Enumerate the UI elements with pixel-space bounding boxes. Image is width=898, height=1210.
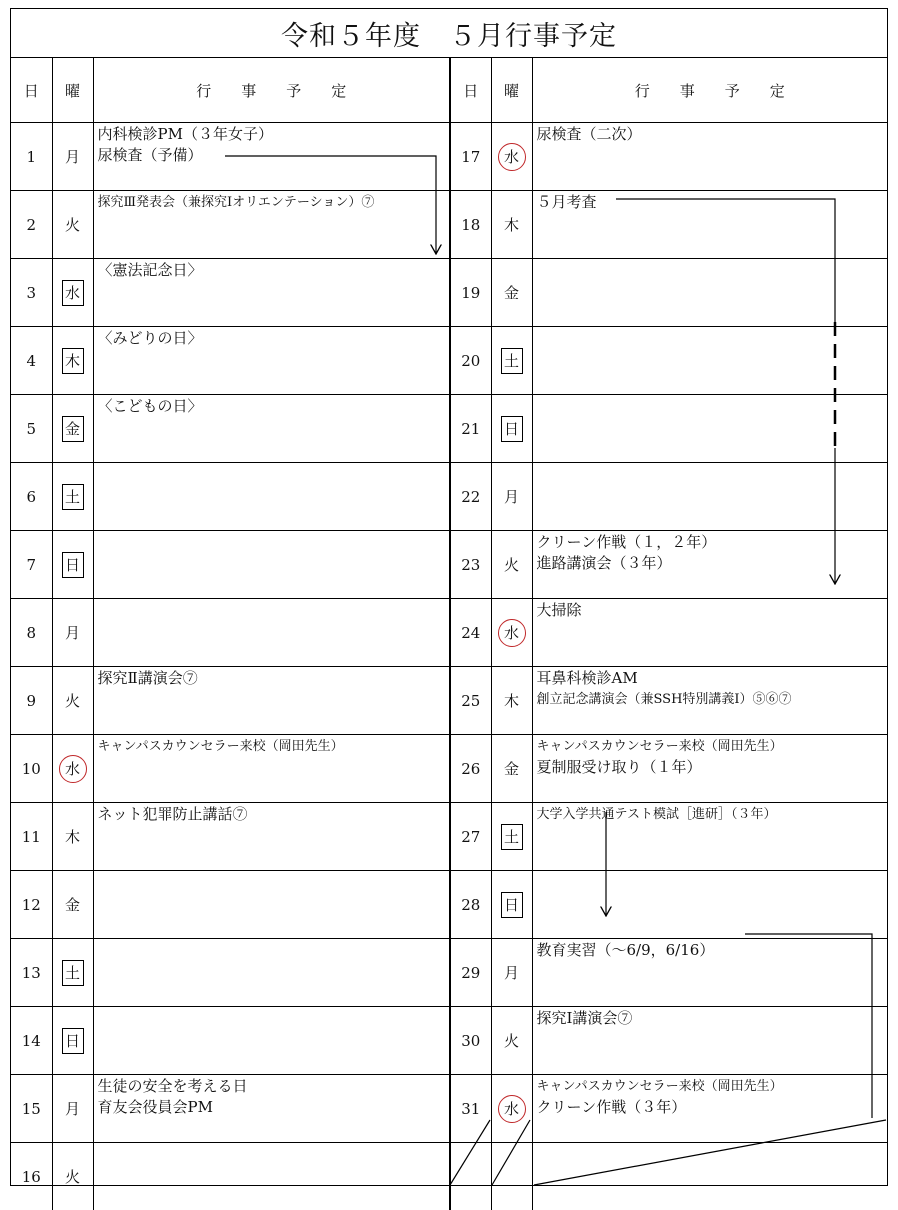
right-events-cell — [532, 463, 887, 531]
weekday-label: 火 — [501, 1030, 523, 1051]
left-weekday-cell — [52, 531, 93, 599]
right-events-cell — [532, 871, 887, 939]
right-weekday-cell — [491, 259, 532, 327]
left-weekday-cell — [52, 735, 93, 803]
right-day-cell: 24 — [450, 599, 491, 667]
right-events-cell — [532, 1075, 887, 1143]
right-events-cell — [532, 395, 887, 463]
right-weekday-cell — [491, 803, 532, 871]
left-events-cell — [93, 191, 450, 259]
weekday-label: 水 — [498, 143, 526, 171]
left-weekday-cell — [52, 871, 93, 939]
weekday-label: 水 — [498, 619, 526, 647]
event-text: 尿検査（二次） — [537, 124, 884, 145]
weekday-label: 月 — [62, 622, 84, 643]
right-weekday-cell — [491, 463, 532, 531]
left-events-cell — [93, 803, 450, 871]
left-weekday-cell — [52, 123, 93, 191]
right-events-cell — [532, 803, 887, 871]
left-events-cell — [93, 871, 450, 939]
right-weekday-cell — [491, 667, 532, 735]
weekday-label: 木 — [501, 214, 523, 235]
right-day-cell: 22 — [450, 463, 491, 531]
table-row — [11, 939, 887, 1007]
table-row — [11, 531, 887, 599]
event-text: 〈みどりの日〉 — [98, 328, 446, 349]
left-day-cell: 9 — [11, 667, 52, 735]
events-header-label: 行事予定 — [166, 82, 376, 100]
table-row — [11, 599, 887, 667]
table-row — [11, 1007, 887, 1075]
event-text: 育友会役員会PM — [98, 1097, 446, 1118]
right-day-cell: 20 — [450, 327, 491, 395]
right-day-cell: 18 — [450, 191, 491, 259]
table-row — [11, 1075, 887, 1143]
left-weekday-cell — [52, 803, 93, 871]
left-events-cell — [93, 1007, 450, 1075]
left-day-cell: 4 — [11, 327, 52, 395]
right-day-cell: 26 — [450, 735, 491, 803]
weekday-label: 水 — [59, 755, 87, 783]
left-events-cell — [93, 1075, 450, 1143]
left-weekday-cell — [52, 327, 93, 395]
weekday-label: 水 — [498, 1095, 526, 1123]
right-events-cell — [532, 939, 887, 1007]
left-weekday-cell — [52, 463, 93, 531]
left-events-cell — [93, 599, 450, 667]
left-weekday-cell — [52, 1075, 93, 1143]
right-day-cell: 19 — [450, 259, 491, 327]
right-day-cell: 21 — [450, 395, 491, 463]
table-row — [11, 463, 887, 531]
event-text: ５月考査 — [537, 192, 884, 213]
left-weekday-header: 曜 — [52, 58, 93, 123]
left-events-cell — [93, 735, 450, 803]
weekday-label: 月 — [501, 962, 523, 983]
left-weekday-cell — [52, 191, 93, 259]
right-day-header: 日 — [450, 58, 491, 123]
event-text: 探究Ⅰ講演会⑦ — [537, 1008, 884, 1029]
right-weekday-cell — [491, 1075, 532, 1143]
event-text: 夏制服受け取り（１年） — [537, 757, 884, 778]
left-day-cell: 10 — [11, 735, 52, 803]
weekday-label: 木 — [62, 826, 84, 847]
table-row — [11, 735, 887, 803]
right-day-cell: 27 — [450, 803, 491, 871]
event-text: クリーン作戦（３年） — [537, 1097, 884, 1118]
table-row — [11, 191, 887, 259]
left-day-cell: 7 — [11, 531, 52, 599]
weekday-label: 月 — [62, 1098, 84, 1119]
weekday-label: 金 — [62, 416, 84, 442]
right-day-cell: 30 — [450, 1007, 491, 1075]
left-day-cell: 2 — [11, 191, 52, 259]
left-day-cell: 11 — [11, 803, 52, 871]
table-row — [11, 667, 887, 735]
right-events-cell — [532, 667, 887, 735]
event-text: 創立記念講演会（兼SSH特別講義Ⅰ）⑤⑥⑦ — [537, 689, 884, 710]
weekday-label: 木 — [62, 348, 84, 374]
event-text: ネット犯罪防止講話⑦ — [98, 804, 446, 825]
left-day-cell: 3 — [11, 259, 52, 327]
left-events-cell — [93, 327, 450, 395]
left-day-cell: 6 — [11, 463, 52, 531]
left-weekday-cell — [52, 395, 93, 463]
left-events-cell — [93, 395, 450, 463]
right-events-cell — [532, 123, 887, 191]
right-weekday-cell — [491, 735, 532, 803]
right-day-cell: 17 — [450, 123, 491, 191]
event-text: クリーン作戦（１，２年） — [537, 532, 884, 553]
left-weekday-cell — [52, 599, 93, 667]
right-events-cell — [532, 259, 887, 327]
events-header-label: 行事予定 — [605, 82, 815, 100]
right-weekday-header: 曜 — [491, 58, 532, 123]
right-weekday-cell — [491, 395, 532, 463]
weekday-label: 日 — [62, 552, 84, 578]
left-day-cell: 16 — [11, 1143, 52, 1210]
left-day-cell: 1 — [11, 123, 52, 191]
weekday-label: 日 — [501, 416, 523, 442]
right-day-cell: 29 — [450, 939, 491, 1007]
event-text: 進路講演会（３年） — [537, 553, 884, 574]
left-events-cell — [93, 123, 450, 191]
weekday-label: 月 — [62, 146, 84, 167]
right-weekday-cell — [491, 123, 532, 191]
right-weekday-cell — [491, 327, 532, 395]
left-events-cell — [93, 463, 450, 531]
left-day-cell: 5 — [11, 395, 52, 463]
event-text: 探究Ⅲ発表会（兼探究Ⅰオリエンテーション）⑦ — [98, 192, 446, 213]
right-events-cell — [532, 1007, 887, 1075]
right-events-cell — [532, 735, 887, 803]
right-events-cell — [532, 191, 887, 259]
event-text: キャンパスカウンセラー来校（岡田先生） — [537, 736, 884, 757]
weekday-label: 木 — [501, 690, 523, 711]
right-day-cell: 28 — [450, 871, 491, 939]
right-events-cell — [532, 531, 887, 599]
event-text: キャンパスカウンセラー来校（岡田先生） — [98, 736, 446, 757]
event-text: 教育実習（～6/9，6/16） — [537, 940, 884, 961]
weekday-label: 日 — [62, 1028, 84, 1054]
right-weekday-cell — [491, 871, 532, 939]
schedule-sheet — [10, 8, 888, 1186]
event-text: 〈こどもの日〉 — [98, 396, 446, 417]
right-day-cell: 25 — [450, 667, 491, 735]
left-day-header: 日 — [11, 58, 52, 123]
weekday-label: 土 — [501, 824, 523, 850]
weekday-label: 火 — [501, 554, 523, 575]
left-weekday-cell — [52, 667, 93, 735]
left-day-cell: 8 — [11, 599, 52, 667]
right-events-cell — [532, 327, 887, 395]
table-row — [11, 327, 887, 395]
right-day-cell: 23 — [450, 531, 491, 599]
right-day-cell: 31 — [450, 1075, 491, 1143]
table-row — [11, 259, 887, 327]
table-row — [11, 803, 887, 871]
right-weekday-cell — [491, 939, 532, 1007]
left-weekday-cell — [52, 259, 93, 327]
weekday-label: 土 — [62, 484, 84, 510]
event-text: キャンパスカウンセラー来校（岡田先生） — [537, 1076, 884, 1097]
table-row — [11, 871, 887, 939]
weekday-label: 土 — [62, 960, 84, 986]
right-weekday-cell — [491, 191, 532, 259]
right-weekday-cell — [491, 1007, 532, 1075]
weekday-label: 金 — [501, 282, 523, 303]
event-text: 生徒の安全を考える日 — [98, 1076, 446, 1097]
weekday-label: 火 — [62, 214, 84, 235]
schedule-table — [11, 58, 887, 1210]
left-events-cell — [93, 531, 450, 599]
left-events-cell — [93, 939, 450, 1007]
weekday-label: 水 — [62, 280, 84, 306]
event-text: 耳鼻科検診AM — [537, 668, 884, 689]
left-events-header — [93, 58, 450, 123]
event-text: 探究Ⅱ講演会⑦ — [98, 668, 446, 689]
left-day-cell: 14 — [11, 1007, 52, 1075]
table-row — [11, 395, 887, 463]
left-day-cell: 13 — [11, 939, 52, 1007]
weekday-label: 金 — [62, 894, 84, 915]
left-weekday-cell — [52, 1007, 93, 1075]
weekday-label: 火 — [62, 690, 84, 711]
left-events-cell — [93, 259, 450, 327]
left-weekday-cell — [52, 939, 93, 1007]
weekday-label: 火 — [62, 1166, 84, 1187]
left-events-cell — [93, 667, 450, 735]
weekday-label: 日 — [501, 892, 523, 918]
right-weekday-cell — [491, 531, 532, 599]
right-events-cell — [532, 599, 887, 667]
event-text: 内科検診PM（３年女子） — [98, 124, 446, 145]
event-text: 尿検査（予備） — [98, 145, 446, 166]
page-title: 令和５年度 ５月行事予定 — [11, 9, 887, 58]
right-events-header — [532, 58, 887, 123]
right-weekday-cell — [491, 599, 532, 667]
event-text: 〈憲法記念日〉 — [98, 260, 446, 281]
event-text: 大学入学共通テスト模試［進研］（３年） — [537, 804, 884, 825]
table-row — [11, 123, 887, 191]
left-day-cell: 12 — [11, 871, 52, 939]
weekday-label: 土 — [501, 348, 523, 374]
event-text: 大掃除 — [537, 600, 884, 621]
weekday-label: 月 — [501, 486, 523, 507]
left-day-cell: 15 — [11, 1075, 52, 1143]
header-row — [11, 58, 887, 123]
weekday-label: 金 — [501, 758, 523, 779]
